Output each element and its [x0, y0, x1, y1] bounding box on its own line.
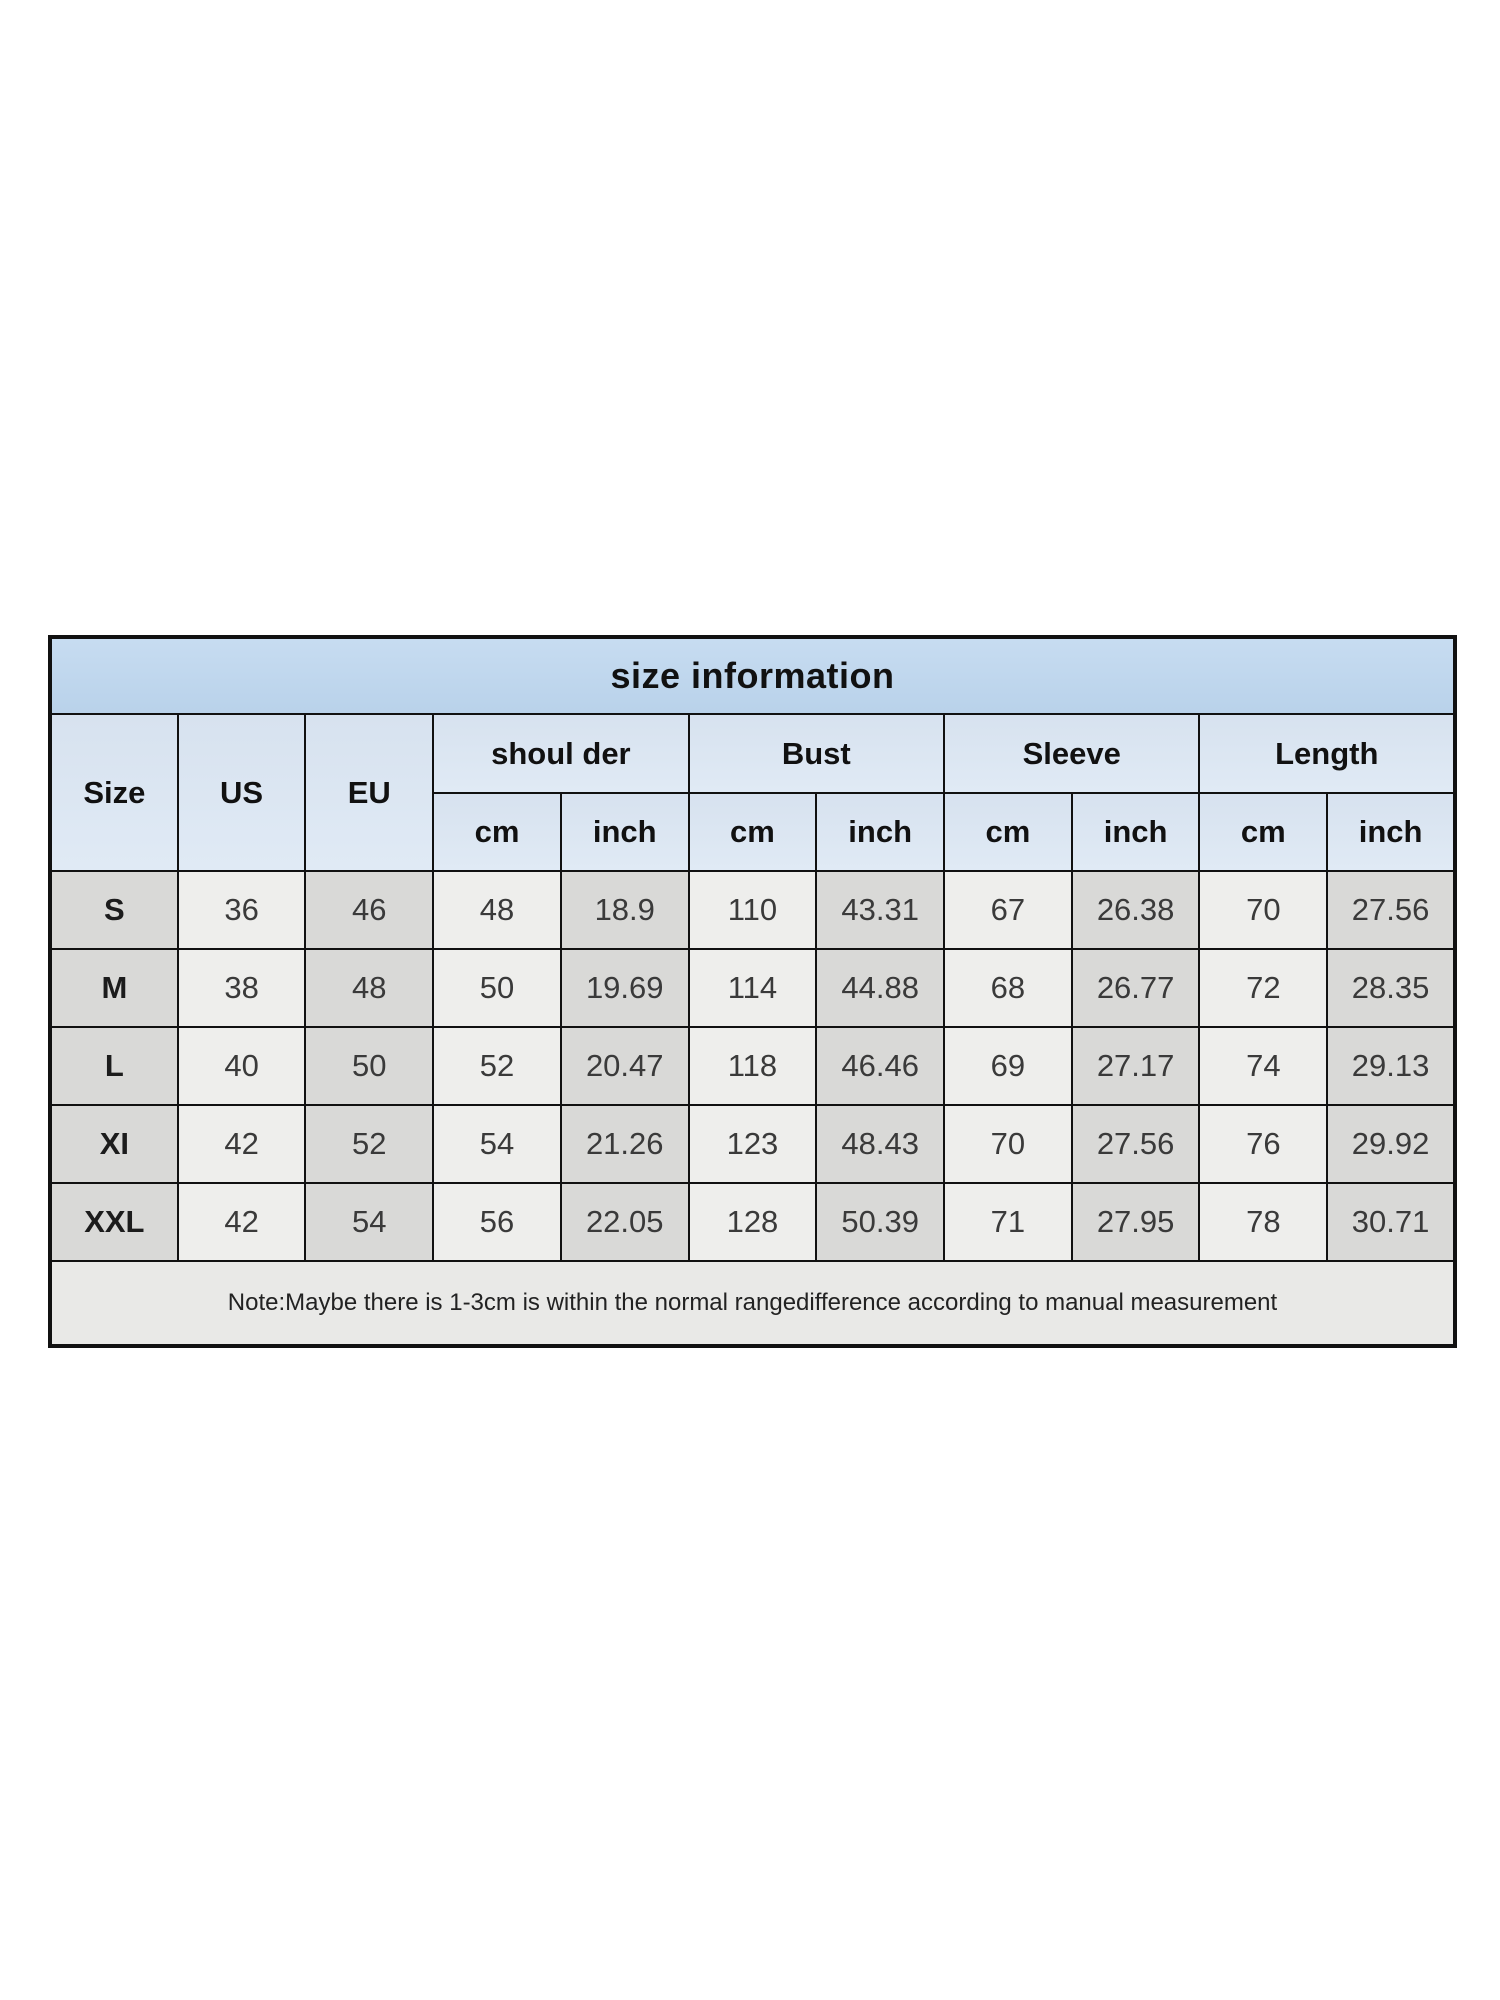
eu-cell: 54 [305, 1183, 433, 1261]
length-inch-cell: 30.71 [1327, 1183, 1455, 1261]
sleeve-cm-cell: 67 [944, 871, 1072, 949]
sleeve-cm-cell: 68 [944, 949, 1072, 1027]
length-inch-cell: 27.56 [1327, 871, 1455, 949]
us-cell: 40 [178, 1027, 306, 1105]
shoulder-inch-cell: 20.47 [561, 1027, 689, 1105]
table-row [50, 949, 1455, 1027]
sleeve-inch-cell: 27.95 [1072, 1183, 1200, 1261]
unit-header-sleeve-inch: inch [1072, 793, 1200, 871]
bust-cm-cell: 128 [689, 1183, 817, 1261]
column-header-bust: Bust [689, 714, 944, 793]
header-group-row [50, 714, 1455, 793]
shoulder-cm-cell: 56 [433, 1183, 561, 1261]
bust-inch-cell: 50.39 [816, 1183, 944, 1261]
unit-header-bust-cm: cm [689, 793, 817, 871]
sleeve-cm-cell: 71 [944, 1183, 1072, 1261]
page-title: size information [50, 637, 1455, 714]
size-cell: S [50, 871, 178, 949]
size-chart-table [48, 635, 1457, 1348]
eu-cell: 48 [305, 949, 433, 1027]
column-header-eu: EU [305, 714, 433, 871]
bust-inch-cell: 43.31 [816, 871, 944, 949]
unit-header-length-inch: inch [1327, 793, 1455, 871]
size-cell: L [50, 1027, 178, 1105]
bust-cm-cell: 114 [689, 949, 817, 1027]
note-row [50, 1261, 1455, 1346]
column-header-shoulder: shoul der [433, 714, 688, 793]
shoulder-cm-cell: 52 [433, 1027, 561, 1105]
title-row [50, 637, 1455, 714]
length-cm-cell: 78 [1199, 1183, 1327, 1261]
length-inch-cell: 29.92 [1327, 1105, 1455, 1183]
us-cell: 42 [178, 1105, 306, 1183]
us-cell: 36 [178, 871, 306, 949]
table-row [50, 1027, 1455, 1105]
size-cell: XXL [50, 1183, 178, 1261]
shoulder-inch-cell: 19.69 [561, 949, 689, 1027]
sleeve-inch-cell: 27.56 [1072, 1105, 1200, 1183]
eu-cell: 52 [305, 1105, 433, 1183]
column-header-length: Length [1199, 714, 1455, 793]
size-cell: M [50, 949, 178, 1027]
bust-cm-cell: 118 [689, 1027, 817, 1105]
unit-header-shoulder-cm: cm [433, 793, 561, 871]
sleeve-inch-cell: 26.38 [1072, 871, 1200, 949]
length-cm-cell: 72 [1199, 949, 1327, 1027]
unit-header-shoulder-inch: inch [561, 793, 689, 871]
table-row [50, 1183, 1455, 1261]
length-inch-cell: 29.13 [1327, 1027, 1455, 1105]
shoulder-inch-cell: 21.26 [561, 1105, 689, 1183]
us-cell: 42 [178, 1183, 306, 1261]
bust-inch-cell: 46.46 [816, 1027, 944, 1105]
bust-cm-cell: 110 [689, 871, 817, 949]
sleeve-cm-cell: 70 [944, 1105, 1072, 1183]
sleeve-inch-cell: 27.17 [1072, 1027, 1200, 1105]
table-row [50, 1105, 1455, 1183]
eu-cell: 50 [305, 1027, 433, 1105]
measurement-note: Note:Maybe there is 1-3cm is within the normal rangedifference according to manual measurement [50, 1261, 1455, 1346]
column-header-sleeve: Sleeve [944, 714, 1199, 793]
us-cell: 38 [178, 949, 306, 1027]
unit-header-sleeve-cm: cm [944, 793, 1072, 871]
bust-inch-cell: 48.43 [816, 1105, 944, 1183]
table-row [50, 871, 1455, 949]
shoulder-inch-cell: 22.05 [561, 1183, 689, 1261]
bust-inch-cell: 44.88 [816, 949, 944, 1027]
size-cell: XI [50, 1105, 178, 1183]
shoulder-cm-cell: 50 [433, 949, 561, 1027]
column-header-size: Size [50, 714, 178, 871]
length-cm-cell: 76 [1199, 1105, 1327, 1183]
length-cm-cell: 74 [1199, 1027, 1327, 1105]
length-inch-cell: 28.35 [1327, 949, 1455, 1027]
shoulder-cm-cell: 48 [433, 871, 561, 949]
unit-header-length-cm: cm [1199, 793, 1327, 871]
sleeve-inch-cell: 26.77 [1072, 949, 1200, 1027]
column-header-us: US [178, 714, 306, 871]
unit-header-bust-inch: inch [816, 793, 944, 871]
length-cm-cell: 70 [1199, 871, 1327, 949]
bust-cm-cell: 123 [689, 1105, 817, 1183]
shoulder-cm-cell: 54 [433, 1105, 561, 1183]
eu-cell: 46 [305, 871, 433, 949]
shoulder-inch-cell: 18.9 [561, 871, 689, 949]
sleeve-cm-cell: 69 [944, 1027, 1072, 1105]
